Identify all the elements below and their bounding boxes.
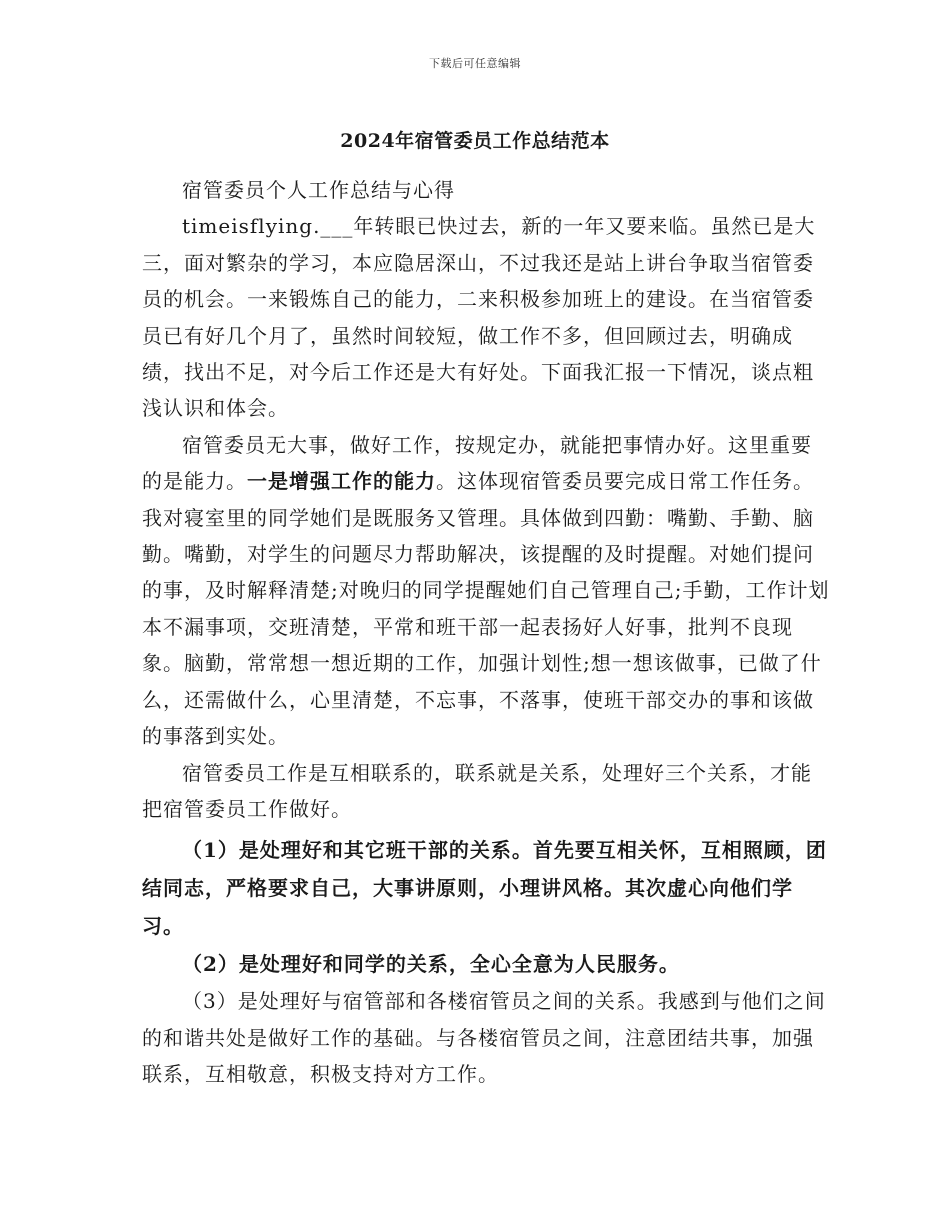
paragraph-ability (142, 427, 832, 755)
paragraph-ability-emphasis: 一是增强工作的能力 (247, 469, 436, 494)
paragraph-relation-1: （1）是处理好和其它班干部的关系。首先要互相关怀，互相照顾，团结同志，严格要求自己，大事讲原则，小理讲风格。其次虚心向他们学习。 (142, 838, 827, 939)
paragraph-ability-rest: 。这体现宿管委员要完成日常工作任务。我对寝室里的同学她们是既服务又管理。具体做到四勤：嘴勤、手勤、脑勤。嘴勤，对学生的问题尽力帮助解决，该提醒的及时提醒。对她们提问的事，及时解释清楚;对晚归的同学提醒她们自己管理自己;手勤，工作计划本不漏事项，交班清楚，平常和班干部一起表扬好人好事，批判不良现象。脑勤，常常想一想近期的工作，加强计划性;想一想该做事，已做了什么，还需做什么，心里清楚，不忘事，不落事，使班干部交办的事和该做的事落到实处。 (142, 469, 830, 749)
paragraph-relation-2: （2）是处理好和同学的关系，全心全意为人民服务。 (182, 952, 680, 977)
paragraph-ability-lead: 宿管委员无大事，做好工作，按规定办，就能把事情办好。这里重要的是能力。 (142, 432, 812, 494)
paragraph-intro: timeisflying.___年转眼已快过去，新的一年又要来临。虽然已是大三，面对繁杂的学习，本应隐居深山，不过我还是站上讲台争取当宿管委员的机会。一来锻炼自己的能力，二来积极参加班上的建设。在当宿管委员已有好几个月了，虽然时间较短，做工作不多，但回顾过去，明确成绩，找出不足，对今后工作还是大有好处。下面我汇报一下情况，谈点粗浅认识和体会。 (142, 214, 816, 421)
document-title: 2024年宿管委员工作总结范本 (340, 130, 610, 152)
header-note: 下载后可任意编辑 (429, 57, 521, 70)
paragraph-relations: 宿管委员工作是互相联系的，联系就是关系，处理好三个关系，才能把宿管委员工作做好。 (142, 760, 812, 821)
paragraph-relation-3: （3）是处理好与宿管部和各楼宿管员之间的关系。我感到与他们之间的和谐共处是做好工作的基础。与各楼宿管员之间，注意团结共事，加强联系，互相敬意，积极支持对方工作。 (142, 989, 826, 1087)
document-subtitle: 宿管委员个人工作总结与心得 (182, 178, 455, 202)
document-body (142, 172, 832, 1093)
